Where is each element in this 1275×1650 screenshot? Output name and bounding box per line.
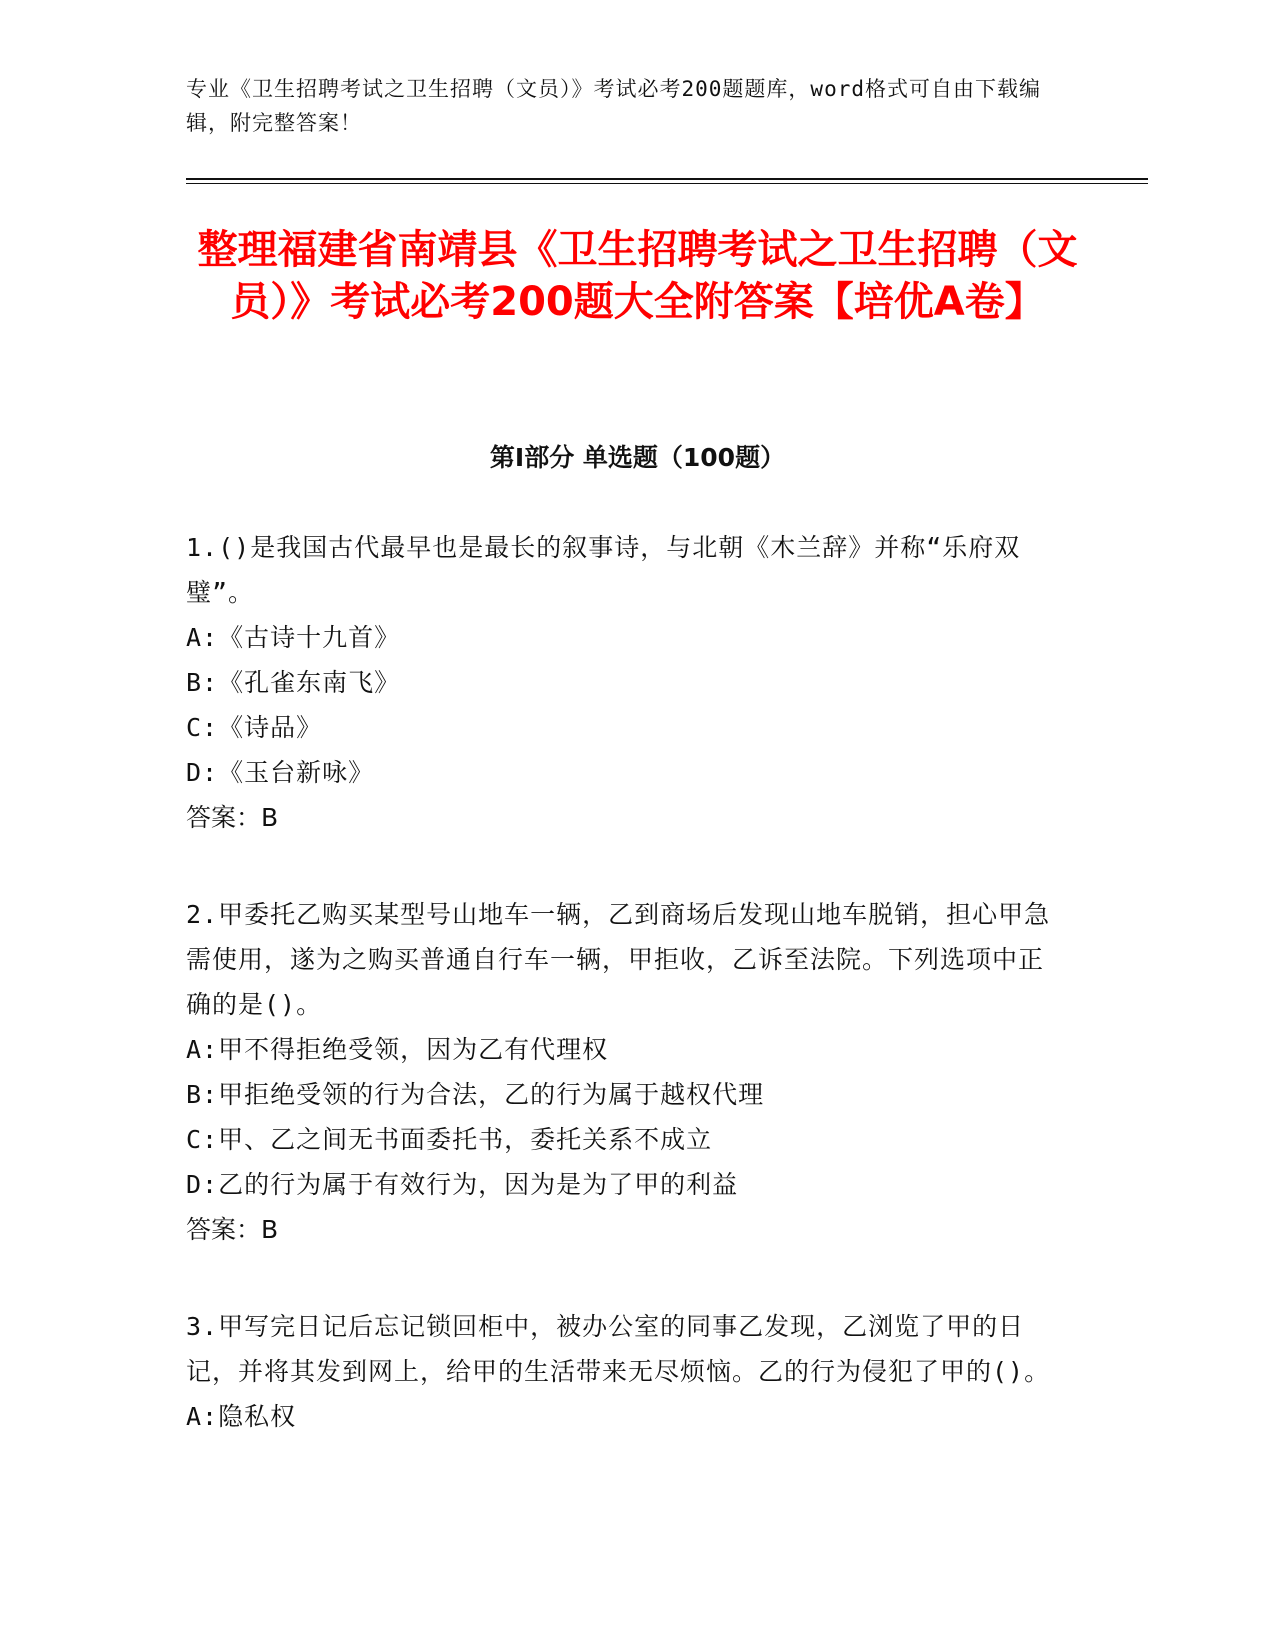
question-2 [186, 892, 1066, 1252]
section-heading: 第Ⅰ部分 单选题（100题） [489, 443, 786, 472]
header-rule-thin [186, 183, 1148, 184]
question-stem: 3.甲写完日记后忘记锁回柜中，被办公室的同事乙发现，乙浏览了甲的日记，并将其发到网上，给甲的生活带来无尽烦恼。乙的行为侵犯了甲的()。 [186, 1312, 1051, 1386]
option-d: D:乙的行为属于有效行为，因为是为了甲的利益 [186, 1170, 739, 1199]
option-b: B:甲拒绝受领的行为合法，乙的行为属于越权代理 [186, 1080, 765, 1109]
answer: 答案：B [186, 1215, 279, 1244]
header-rule-thick [186, 178, 1148, 180]
header-note: 专业《卫生招聘考试之卫生招聘（文员）》考试必考200题题库，word格式可自由下载编辑，附完整答案！ [186, 77, 1041, 135]
answer: 答案：B [186, 803, 279, 832]
document-title: 整理福建省南靖县《卫生招聘考试之卫生招聘（文员）》考试必考200题大全附答案【培优A卷】 [197, 227, 1078, 325]
question-3 [186, 1304, 1066, 1439]
option-a: A:隐私权 [186, 1402, 297, 1431]
option-a: A:《古诗十九首》 [186, 623, 401, 652]
question-stem: 2.甲委托乙购买某型号山地车一辆，乙到商场后发现山地车脱销，担心甲急需使用，遂为之购买普通自行车一辆，甲拒收，乙诉至法院。下列选项中正确的是()。 [186, 900, 1051, 1019]
option-d: D:《玉台新咏》 [186, 758, 375, 787]
option-b: B:《孔雀东南飞》 [186, 668, 401, 697]
option-a: A:甲不得拒绝受领，因为乙有代理权 [186, 1035, 609, 1064]
question-list [186, 525, 1066, 1491]
question-1 [186, 525, 1066, 840]
option-c: C:甲、乙之间无书面委托书，委托关系不成立 [186, 1125, 713, 1154]
option-c: C:《诗品》 [186, 713, 323, 742]
question-stem: 1.()是我国古代最早也是最长的叙事诗，与北朝《木兰辞》并称“乐府双璧”。 [186, 533, 1021, 607]
